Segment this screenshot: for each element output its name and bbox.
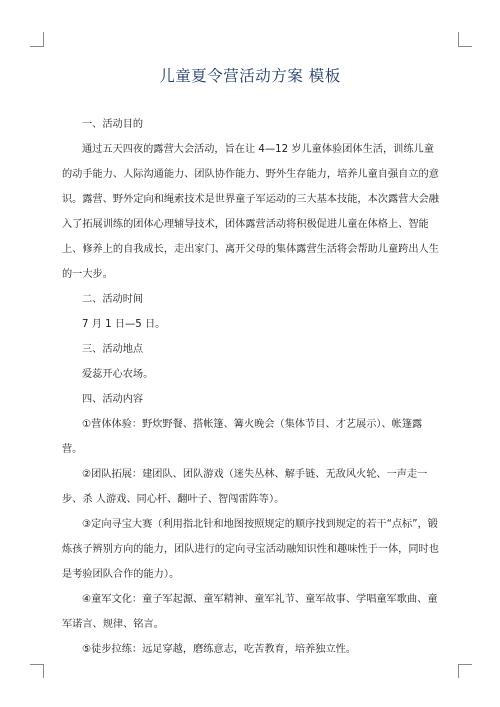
paragraph-location: 爱蕊开心农场。 [82,369,154,380]
document-body [62,112,440,662]
crop-mark-bottom-right [458,664,459,678]
crop-mark-top-right [458,46,472,47]
list-item-camp-experience: ①营体体验：野炊野餐、搭帐篷、篝火晚会（集体节目、才艺展示）、帐篷露营。 [62,419,423,455]
paragraph-time: 7 月 1 日—5 日。 [82,319,166,330]
section-heading-purpose: 一、活动目的 [82,119,144,130]
list-item-team-building: ②团队拓展：建团队、团队游戏（迷失丛林、解手链、无敌风火轮、一声走一步、杀 人游戏、同心杆、翻叶子、智闯雷阵等）。 [62,469,428,505]
list-item-hiking: ⑤徒步拉练：远足穿越，磨练意志，吃苦教育，培养独立性。 [82,644,357,655]
section-heading-content: 四、活动内容 [82,394,144,405]
crop-mark-top-left [30,46,44,47]
crop-mark-bottom-left [30,664,44,665]
list-item-orienteering: ③定向寻宝大赛（利用指北针和地图按照规定的顺序找到规定的若干“点标”，锻炼孩子辨别方向的能力，团队进行的定向寻宝活动融知识性和趣味性于一体，同时也是考验团队合作的能力）。 [62,519,439,580]
crop-mark-bottom-left [43,664,44,678]
crop-mark-top-right [458,32,459,46]
crop-mark-bottom-right [458,664,472,665]
section-heading-location: 三、活动地点 [82,344,144,355]
list-item-scout-culture: ④童军文化：童子军起源、童军精神、童军礼节、童军故事、学唱童军歌曲、童军诺言、规律、铭言。 [62,594,438,630]
page-title: 儿童夏令营活动方案 模板 [159,67,341,85]
paragraph-purpose: 通过五天四夜的露营大会活动，旨在让 4—12 岁儿童体验团体生活，训练儿童的动手能力、人际沟通能力、团队协作能力、野外生存能力，培养儿童自强自立的意识。露营、野外定向和绳索技术是世界童子军运动的三大基本技能，本次露营大会融入了拓展训练的团体心理辅导技术，团体露营活动将积极促进儿童在体格上、智能上、修养上的自我成长，走出家门、离开父母的集体露营生活将会帮助儿童跨出人生的一大步。 [62,144,439,280]
crop-mark-top-left [43,32,44,46]
section-heading-time: 二、活动时间 [82,294,144,305]
